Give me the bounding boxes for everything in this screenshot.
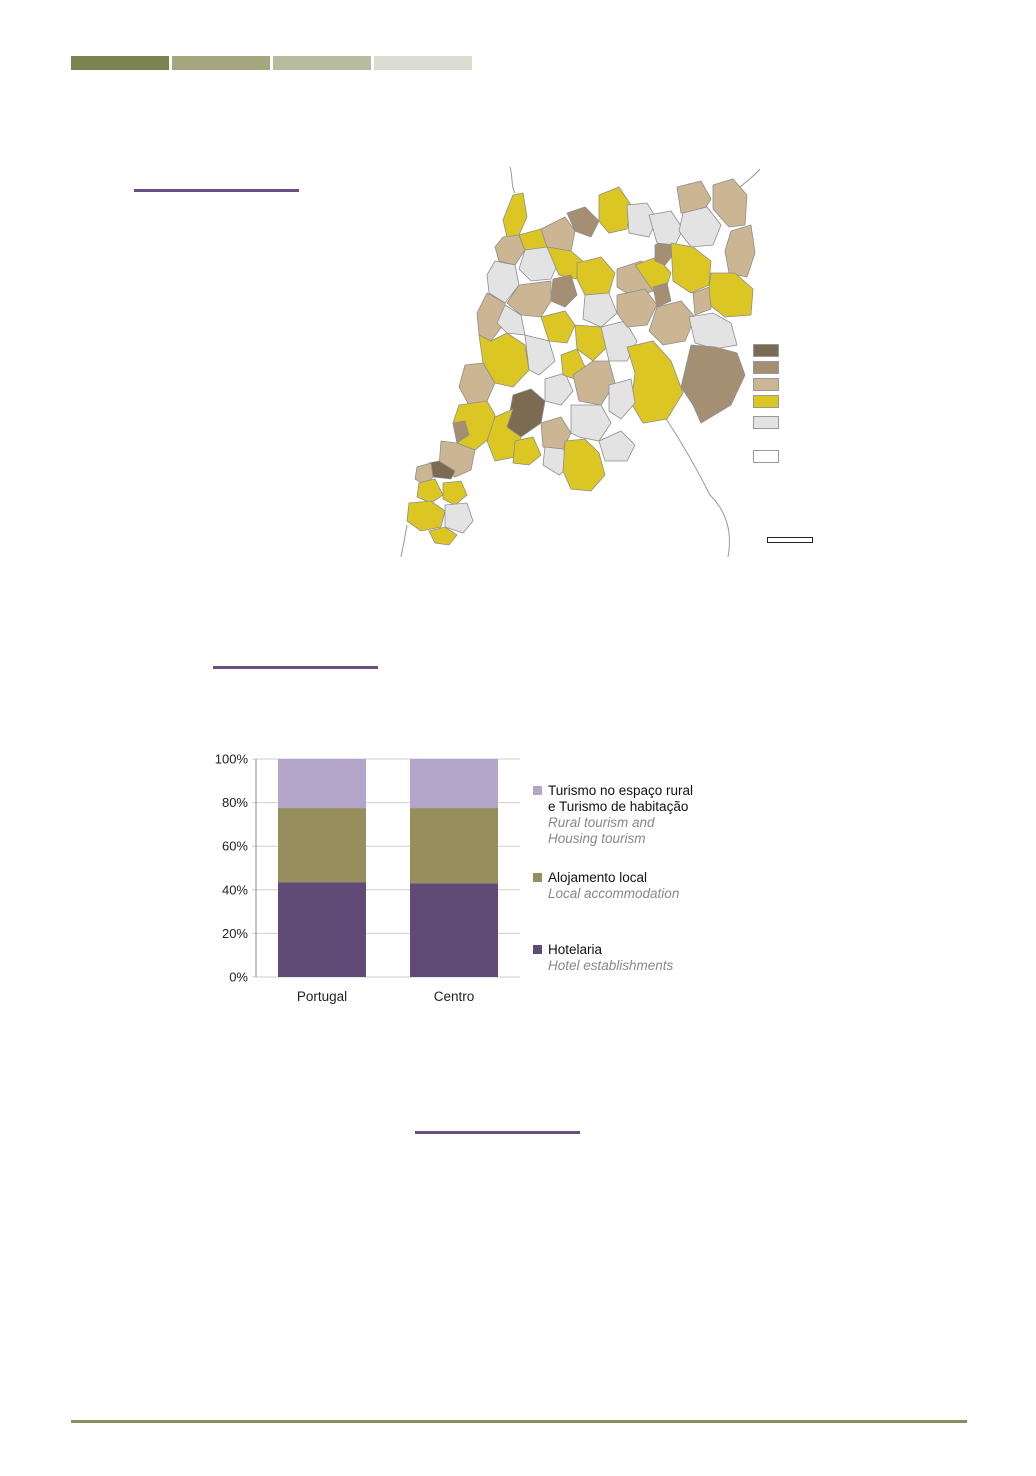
map-border-line-south xyxy=(401,525,407,557)
map-region xyxy=(725,225,755,277)
map-region xyxy=(541,311,575,343)
map-region xyxy=(599,431,635,461)
section-rule-1 xyxy=(134,189,299,192)
map-legend-swatch-4 xyxy=(753,395,779,408)
map-region xyxy=(583,293,617,327)
map-region xyxy=(563,439,605,491)
chart-bars xyxy=(278,759,498,977)
y-tick-label: 40% xyxy=(221,882,248,898)
chart-category-labels xyxy=(297,989,474,1004)
map-region xyxy=(689,313,737,349)
bar-segment-portugal-0 xyxy=(278,882,366,977)
y-tick-label: 60% xyxy=(221,838,248,854)
header-bar-3 xyxy=(273,56,371,70)
map-legend-swatch-6 xyxy=(753,450,779,463)
y-tick-label: 20% xyxy=(221,925,248,941)
map-region xyxy=(407,501,445,531)
legend-label-local-accommodation-pt: Alojamento local xyxy=(548,870,648,885)
map-region xyxy=(679,207,721,247)
y-tick-label: 80% xyxy=(221,795,248,811)
x-category-label: Portugal xyxy=(296,989,348,1004)
map-region xyxy=(707,273,753,317)
map-region xyxy=(507,389,545,437)
header-bar-1 xyxy=(71,56,169,70)
map-legend-swatch-3 xyxy=(753,378,779,391)
map-region xyxy=(681,345,745,423)
y-tick-label: 0% xyxy=(229,969,248,985)
bar-segment-centro-1 xyxy=(410,808,498,883)
legend-swatch-hotel xyxy=(533,945,542,954)
bar-segment-portugal-2 xyxy=(278,759,366,808)
stacked-bar-chart xyxy=(200,745,530,1020)
map-region xyxy=(627,341,683,423)
y-tick-label: 100% xyxy=(214,751,248,767)
bar-segment-portugal-1 xyxy=(278,808,366,882)
header-bar-2 xyxy=(172,56,270,70)
legend-label-local-accommodation-en: Local accommodation xyxy=(548,886,680,901)
map-region xyxy=(513,437,541,465)
legend-label-rural-tourism-en-1: Rural tourism and xyxy=(548,815,655,830)
legend-label-hotel-pt: Hotelaria xyxy=(548,942,603,957)
section-rule-3 xyxy=(415,1131,580,1134)
map-region xyxy=(713,179,747,227)
map-region xyxy=(571,405,611,441)
map-region xyxy=(503,193,527,237)
map-legend-swatch-2 xyxy=(753,361,779,374)
legend-entry-local-accommodation xyxy=(533,870,679,902)
map-region xyxy=(443,481,467,505)
map-region xyxy=(649,211,683,245)
legend-label-hotel-en: Hotel establishments xyxy=(548,958,674,973)
map-border-line-north xyxy=(510,167,515,193)
legend-entry-rural-tourism xyxy=(533,783,693,847)
bar-segment-centro-0 xyxy=(410,883,498,977)
section-rule-2 xyxy=(213,666,378,669)
legend-entry-hotel xyxy=(533,942,673,974)
map-region xyxy=(671,243,711,293)
map-legend-swatch-1 xyxy=(753,344,779,357)
bar-segment-centro-2 xyxy=(410,759,498,808)
legend-label-rural-tourism-pt-1: Turismo no espaço rural xyxy=(548,783,694,798)
map-border-line-southeast xyxy=(665,417,729,557)
legend-swatch-rural-tourism xyxy=(533,786,542,795)
map-region xyxy=(417,479,443,503)
choropleth-map xyxy=(395,165,775,560)
map-region xyxy=(551,275,577,307)
map-region xyxy=(445,503,473,533)
map-legend-swatch-5 xyxy=(753,416,779,429)
x-category-label: Centro xyxy=(433,989,475,1004)
header-color-bars xyxy=(71,56,472,70)
map-region xyxy=(617,289,657,327)
map-region xyxy=(577,257,615,295)
legend-label-rural-tourism-pt-2: e Turismo de habitação xyxy=(548,799,689,814)
map-region xyxy=(599,187,631,233)
legend-swatch-local-accommodation xyxy=(533,873,542,882)
map-region xyxy=(545,373,573,405)
legend-label-rural-tourism-en-2: Housing tourism xyxy=(548,831,646,846)
footer-rule xyxy=(71,1420,967,1423)
chart-tick-labels xyxy=(215,752,249,985)
map-border-line-east xyxy=(740,169,760,187)
header-bar-4 xyxy=(374,56,472,70)
map-region xyxy=(609,379,635,419)
map-scale-bar xyxy=(767,537,813,543)
